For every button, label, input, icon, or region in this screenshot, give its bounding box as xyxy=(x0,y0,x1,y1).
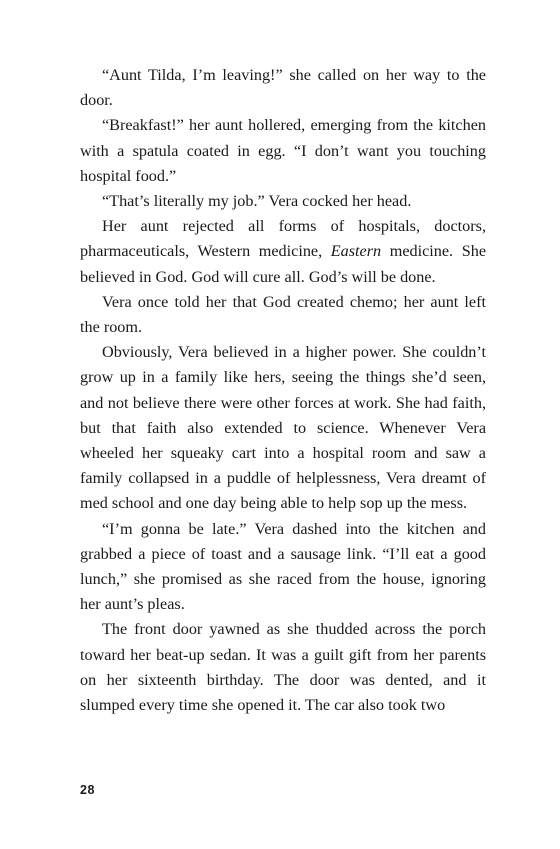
paragraph xyxy=(80,189,486,214)
text-run: Her aunt rejected all forms of hospitals, doctors, pharmaceuticals, Western medicine, xyxy=(80,217,486,261)
paragraph xyxy=(80,517,486,618)
page-number: 28 xyxy=(80,783,95,797)
paragraph xyxy=(80,290,486,340)
text-run: medicine. She believed in God. God will cure all. God’s will be done. xyxy=(80,242,486,286)
italic-text-run: Eastern xyxy=(330,242,382,261)
text-run: Vera once told her that God created chemo; her aunt left the room. xyxy=(80,292,486,337)
paragraph xyxy=(80,214,486,290)
text-run: “Aunt Tilda, I’m leaving!” she called on her way to the door. xyxy=(80,66,486,110)
text-run: “I’m gonna be late.” Vera dashed into the kitchen and grabbed a piece of toast and a sausage link. “I’ll eat a good lunch,” she promised as she raced from the house, ignoring her aunt’s pleas. xyxy=(80,519,486,614)
text-run: “Breakfast!” her aunt hollered, emerging from the kitchen with a spatula coated in egg. “I don’t want you touching hospital food.” xyxy=(80,116,486,185)
paragraph xyxy=(80,113,486,189)
text-run: “That’s literally my job.” Vera cocked her head. xyxy=(102,192,412,211)
page-text-block xyxy=(80,63,486,718)
paragraph xyxy=(80,617,486,718)
paragraph xyxy=(80,340,486,516)
text-run: The front door yawned as she thudded across the porch toward her beat-up sedan. It was a guilt gift from her parents on her sixteenth birthday. The door was dented, and it slumped every time she opened it. The car also took two xyxy=(80,620,486,715)
text-run: Obviously, Vera believed in a higher power. She couldn’t grow up in a family like hers, seeing the things she’d seen, and not believe there were other forces at work. She had faith, but that faith also extended to science. Whenever Vera wheeled her squeaky cart into a hospital room and saw a family collapsed in a puddle of helplessness, Vera dreamt of med school and one day being able to help sop up the mess. xyxy=(80,343,486,513)
paragraph xyxy=(80,63,486,113)
